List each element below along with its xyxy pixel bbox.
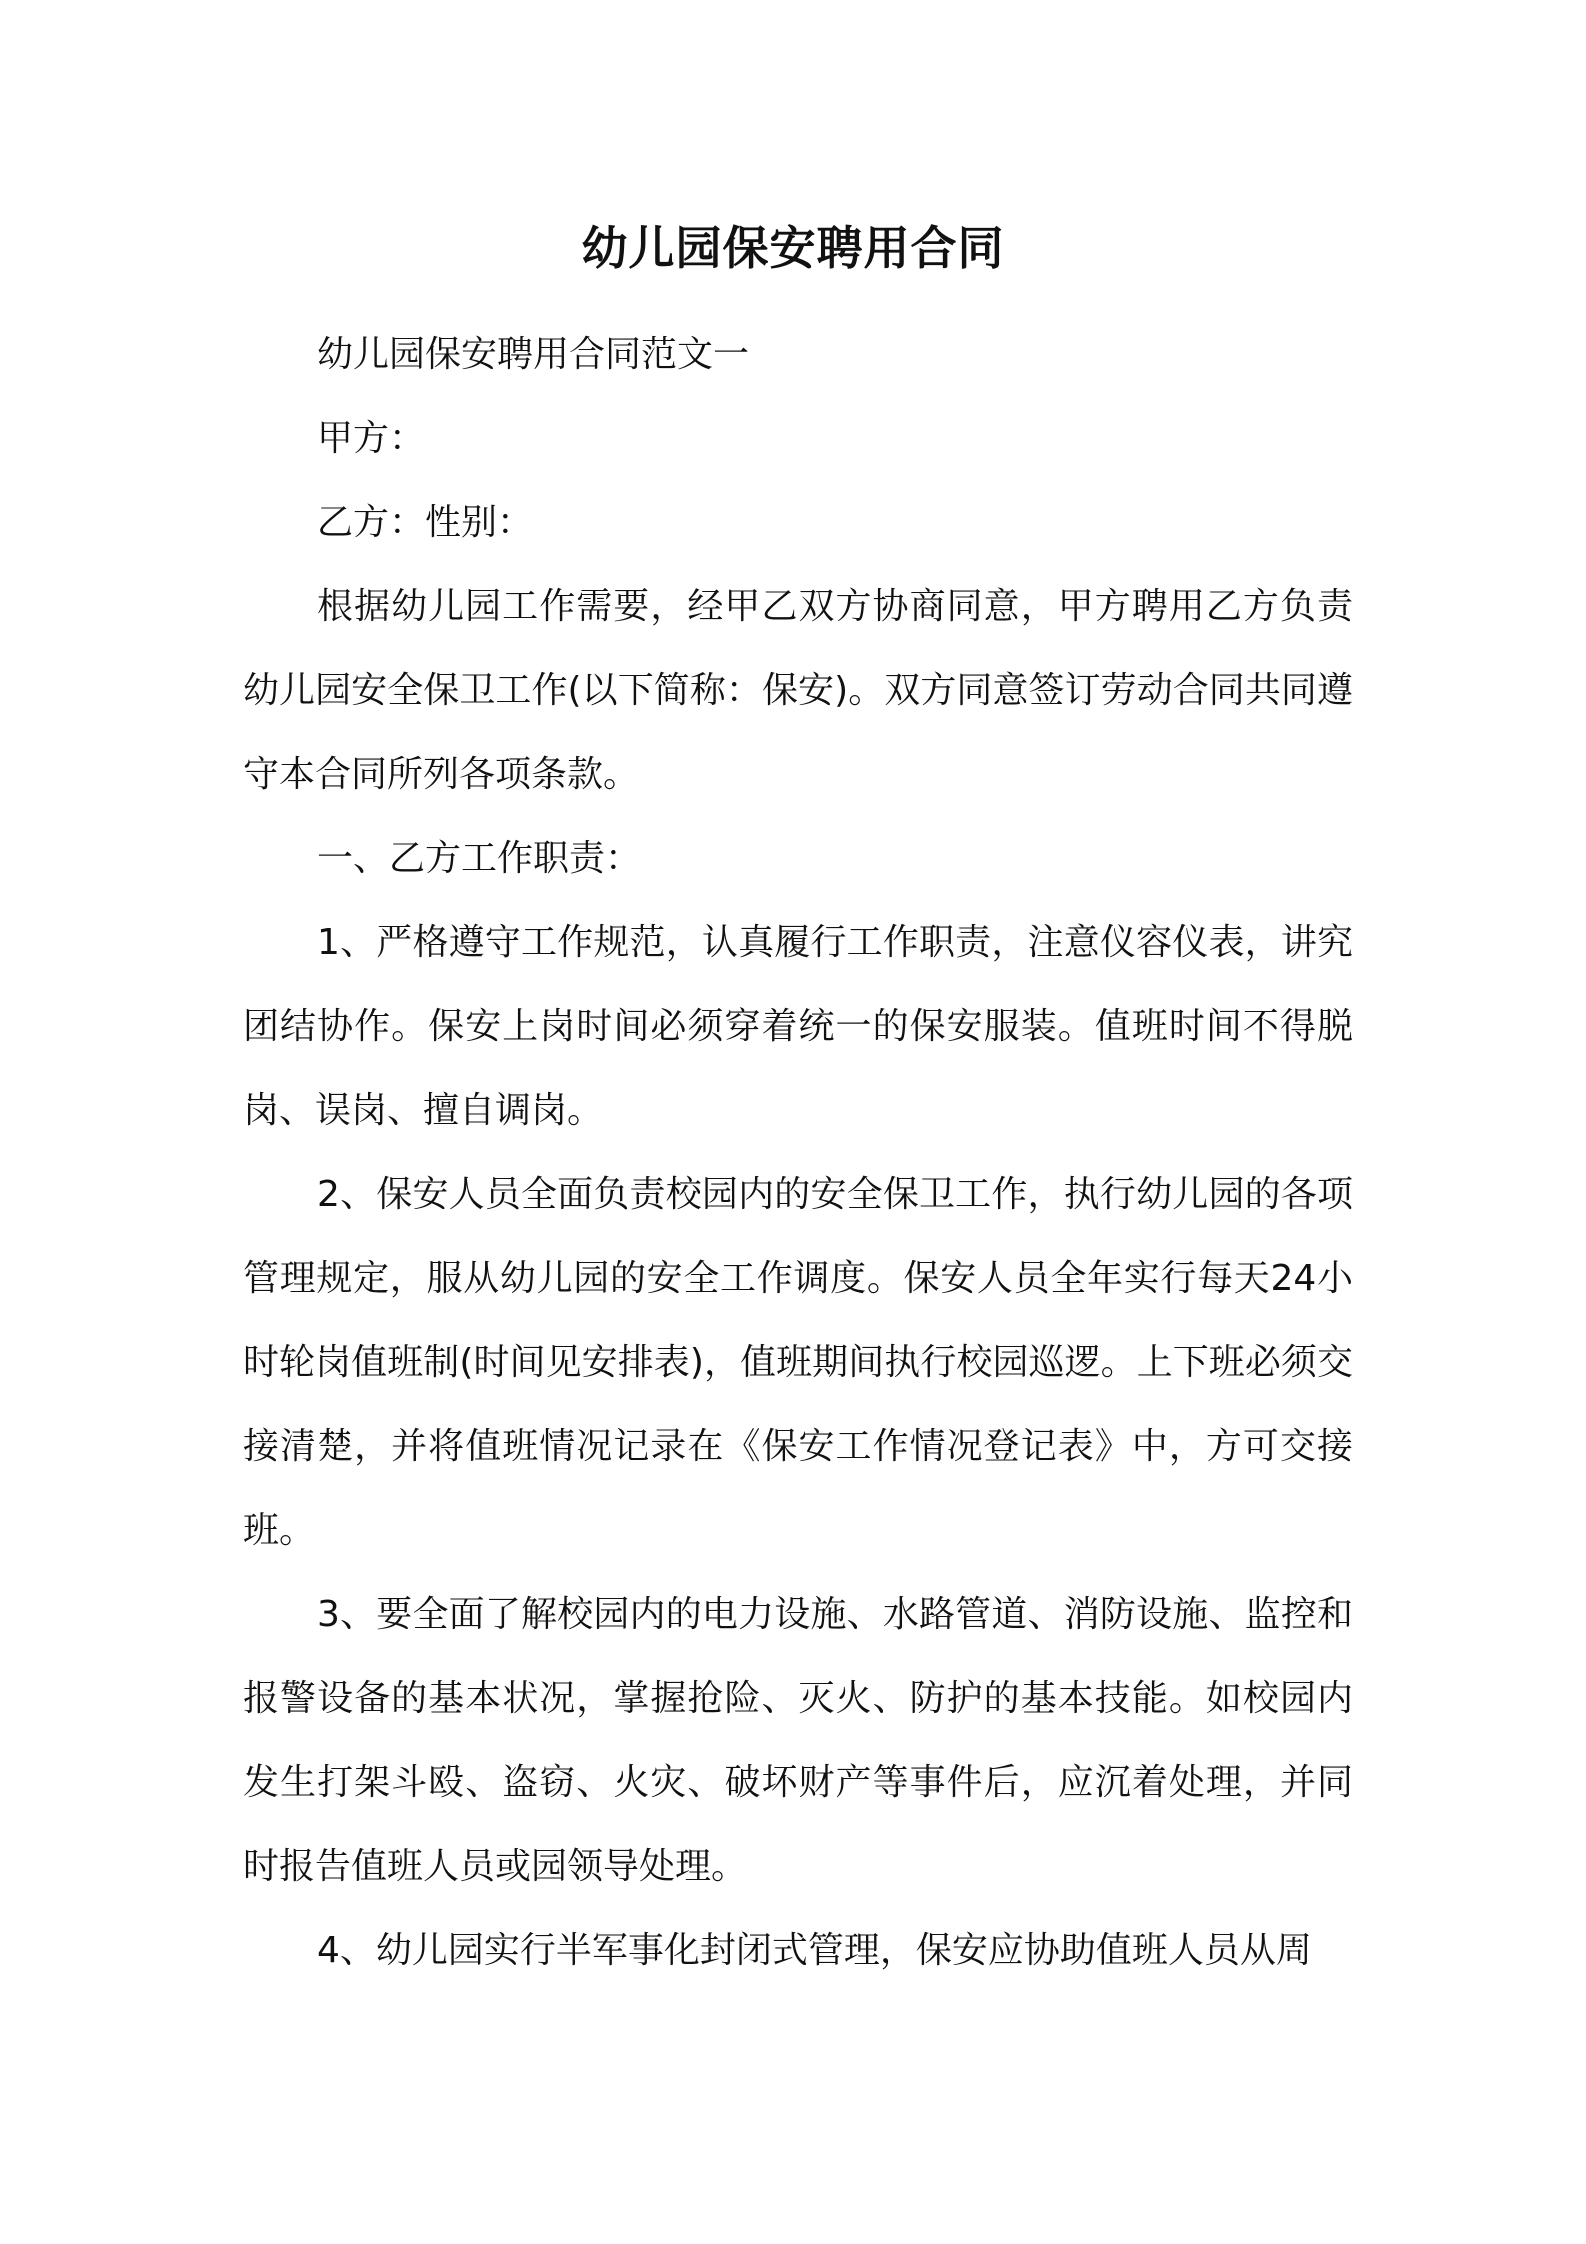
paragraph-section-1-heading: 一、乙方工作职责： [317,838,642,879]
document-body [243,313,1353,1993]
document-title: 幼儿园保安聘用合同 [581,221,1005,275]
paragraph-clause-3: 3、要全面了解校园内的电力设施、水路管道、消防设施、监控和报警设备的基本状况，掌握抢险、灭火、防护的基本技能。如校园内发生打架斗殴、盗窃、火灾、破坏财产等事件后，应沉着处理，并同时报告值班人员或园领导处理。 [243,1594,1353,1887]
paragraph-clause-2: 2、保安人员全面负责校园内的安全保卫工作，执行幼儿园的各项管理规定，服从幼儿园的安全工作调度。保安人员全年实行每天24小时轮岗值班制(时间见安排表)，值班期间执行校园巡逻。上下班必须交接清楚，并将值班情况记录在《保安工作情况登记表》中，方可交接班。 [243,1174,1353,1551]
paragraph-party-b: 乙方：性别： [317,502,534,543]
paragraph-heading-sample: 幼儿园保安聘用合同范文一 [317,334,750,375]
paragraph-intro: 根据幼儿园工作需要，经甲乙双方协商同意，甲方聘用乙方负责幼儿园安全保卫工作(以下简称：保安)。双方同意签订劳动合同共同遵守本合同所列各项条款。 [243,586,1353,795]
paragraph-party-a: 甲方： [317,418,426,459]
paragraph-clause-1: 1、严格遵守工作规范，认真履行工作职责，注意仪容仪表，讲究团结协作。保安上岗时间必须穿着统一的保安服装。值班时间不得脱岗、误岗、擅自调岗。 [243,922,1353,1131]
paragraph-clause-4: 4、幼儿园实行半军事化封闭式管理，保安应协助值班人员从周 [317,1930,1312,1971]
